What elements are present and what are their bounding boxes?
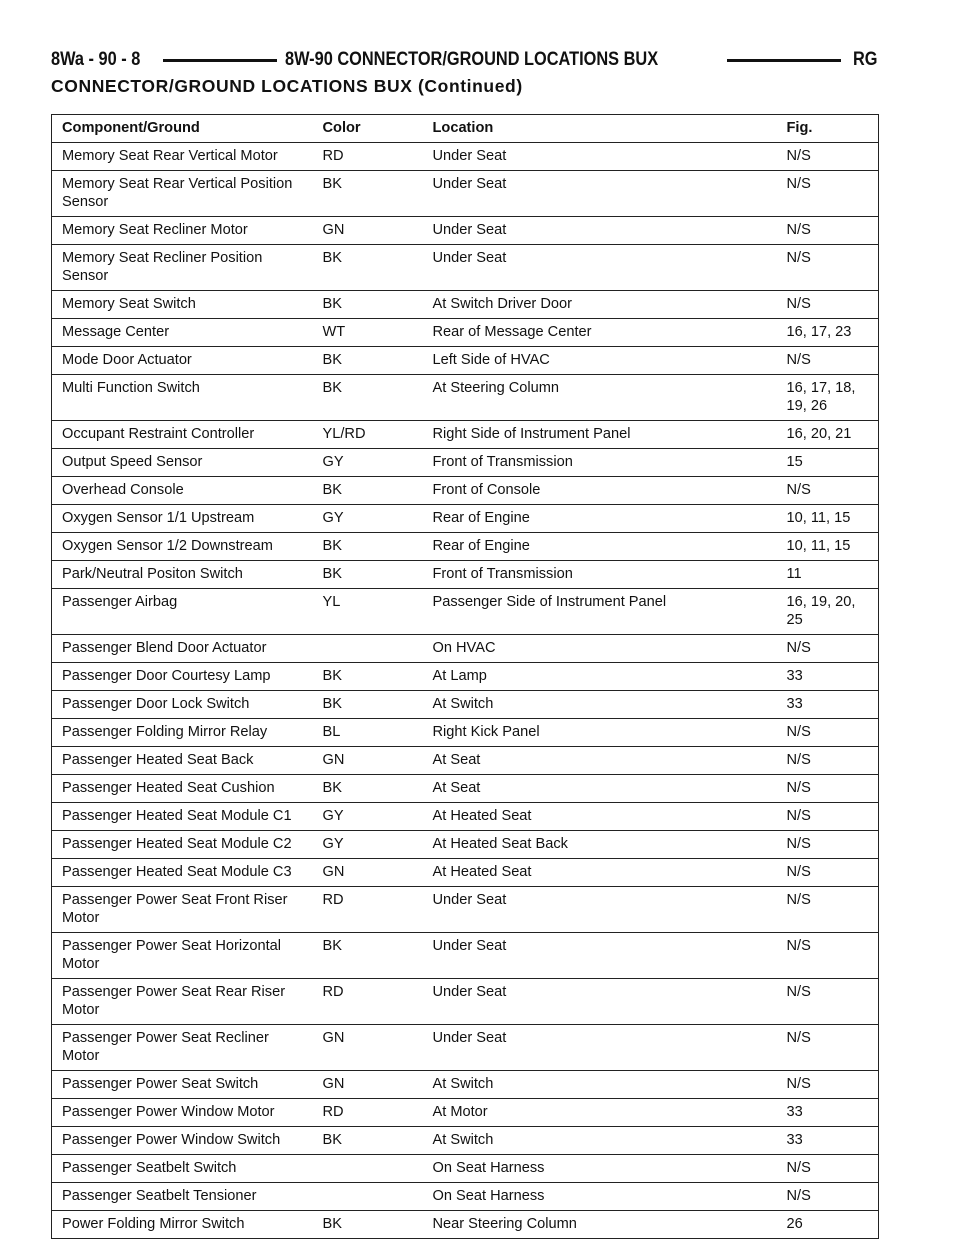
cell-location: Under Seat	[423, 143, 777, 171]
cell-component: Passenger Power Seat Horizontal Motor	[52, 933, 313, 979]
table-title: CONNECTOR/GROUND LOCATIONS BUX (Continued)	[51, 76, 523, 96]
cell-component: Memory Seat Rear Vertical Position Sensor	[52, 171, 313, 217]
cell-fig: N/S	[777, 719, 879, 747]
cell-fig: 16, 19, 20, 25	[777, 589, 879, 635]
table-row	[52, 1071, 879, 1099]
cell-component: Passenger Seatbelt Tensioner	[52, 1183, 313, 1211]
cell-color: BL	[313, 719, 423, 747]
cell-location: Under Seat	[423, 933, 777, 979]
cell-color: BK	[313, 1211, 423, 1239]
cell-color: BK	[313, 1127, 423, 1155]
table-row	[52, 1099, 879, 1127]
cell-fig: N/S	[777, 747, 879, 775]
cell-fig: 15	[777, 449, 879, 477]
cell-component: Memory Seat Recliner Motor	[52, 217, 313, 245]
page-reference: 8Wa - 90 - 8	[51, 49, 141, 70]
header-rule-left	[163, 59, 277, 62]
cell-location: At Seat	[423, 775, 777, 803]
table-row	[52, 691, 879, 719]
cell-fig: N/S	[777, 1025, 879, 1071]
cell-location: Rear of Engine	[423, 505, 777, 533]
cell-component: Overhead Console	[52, 477, 313, 505]
cell-component: Passenger Heated Seat Cushion	[52, 775, 313, 803]
table-row	[52, 803, 879, 831]
cell-location: Right Side of Instrument Panel	[423, 421, 777, 449]
cell-location: Under Seat	[423, 1025, 777, 1071]
cell-color: BK	[313, 171, 423, 217]
cell-component: Mode Door Actuator	[52, 347, 313, 375]
cell-color: BK	[313, 533, 423, 561]
cell-color	[313, 1155, 423, 1183]
table-row	[52, 421, 879, 449]
cell-location: At Heated Seat Back	[423, 831, 777, 859]
cell-component: Passenger Power Window Motor	[52, 1099, 313, 1127]
cell-fig: N/S	[777, 831, 879, 859]
table-row	[52, 171, 879, 217]
cell-fig: 33	[777, 1099, 879, 1127]
cell-component: Passenger Power Seat Switch	[52, 1071, 313, 1099]
table-row	[52, 561, 879, 589]
table-row	[52, 1127, 879, 1155]
table-row	[52, 775, 879, 803]
cell-component: Passenger Heated Seat Module C1	[52, 803, 313, 831]
table-row	[52, 933, 879, 979]
cell-component: Passenger Power Seat Recliner Motor	[52, 1025, 313, 1071]
cell-location: At Switch	[423, 691, 777, 719]
cell-component: Passenger Seatbelt Switch	[52, 1155, 313, 1183]
table-row	[52, 719, 879, 747]
cell-location: Left Side of HVAC	[423, 347, 777, 375]
cell-color: GN	[313, 747, 423, 775]
table-row	[52, 859, 879, 887]
table-row	[52, 635, 879, 663]
column-header-color: Color	[313, 115, 423, 143]
cell-component: Passenger Airbag	[52, 589, 313, 635]
cell-color: GN	[313, 859, 423, 887]
table-row	[52, 477, 879, 505]
cell-color	[313, 1183, 423, 1211]
cell-component: Multi Function Switch	[52, 375, 313, 421]
cell-location: Passenger Side of Instrument Panel	[423, 589, 777, 635]
cell-location: On Seat Harness	[423, 1183, 777, 1211]
column-header-location: Location	[423, 115, 777, 143]
table-row	[52, 449, 879, 477]
cell-location: Rear of Engine	[423, 533, 777, 561]
cell-color: RD	[313, 143, 423, 171]
cell-location: On HVAC	[423, 635, 777, 663]
cell-location: At Switch Driver Door	[423, 291, 777, 319]
table-row	[52, 291, 879, 319]
cell-location: At Motor	[423, 1099, 777, 1127]
cell-fig: N/S	[777, 477, 879, 505]
cell-component: Oxygen Sensor 1/1 Upstream	[52, 505, 313, 533]
cell-location: Rear of Message Center	[423, 319, 777, 347]
cell-color: GY	[313, 831, 423, 859]
cell-location: Under Seat	[423, 171, 777, 217]
cell-color: GY	[313, 803, 423, 831]
table-row	[52, 143, 879, 171]
cell-color: BK	[313, 561, 423, 589]
table-row	[52, 319, 879, 347]
cell-color: GN	[313, 1071, 423, 1099]
table-row	[52, 505, 879, 533]
table-row	[52, 533, 879, 561]
cell-color: BK	[313, 375, 423, 421]
table-header-row	[52, 115, 879, 143]
cell-color: BK	[313, 291, 423, 319]
cell-component: Message Center	[52, 319, 313, 347]
cell-fig: 33	[777, 663, 879, 691]
cell-color: RD	[313, 979, 423, 1025]
cell-fig: 16, 17, 23	[777, 319, 879, 347]
cell-fig: N/S	[777, 217, 879, 245]
cell-color: BK	[313, 663, 423, 691]
cell-component: Output Speed Sensor	[52, 449, 313, 477]
cell-location: Under Seat	[423, 887, 777, 933]
cell-fig: N/S	[777, 1071, 879, 1099]
cell-location: Front of Transmission	[423, 449, 777, 477]
cell-color: GY	[313, 505, 423, 533]
cell-component: Passenger Door Lock Switch	[52, 691, 313, 719]
cell-component: Memory Seat Switch	[52, 291, 313, 319]
table-row	[52, 245, 879, 291]
connector-table	[51, 114, 879, 1239]
cell-color: YL/RD	[313, 421, 423, 449]
cell-component: Passenger Blend Door Actuator	[52, 635, 313, 663]
cell-location: Right Kick Panel	[423, 719, 777, 747]
cell-location: Under Seat	[423, 979, 777, 1025]
cell-component: Passenger Heated Seat Module C2	[52, 831, 313, 859]
cell-fig: N/S	[777, 933, 879, 979]
cell-color: YL	[313, 589, 423, 635]
cell-location: Near Steering Column	[423, 1211, 777, 1239]
cell-fig: N/S	[777, 979, 879, 1025]
cell-component: Passenger Folding Mirror Relay	[52, 719, 313, 747]
table-row	[52, 747, 879, 775]
cell-color: BK	[313, 775, 423, 803]
cell-fig: N/S	[777, 245, 879, 291]
cell-fig: 11	[777, 561, 879, 589]
cell-component: Occupant Restraint Controller	[52, 421, 313, 449]
table-row	[52, 1211, 879, 1239]
cell-location: Under Seat	[423, 245, 777, 291]
table-row	[52, 887, 879, 933]
cell-fig: N/S	[777, 775, 879, 803]
cell-location: At Switch	[423, 1071, 777, 1099]
table-row	[52, 589, 879, 635]
cell-location: At Steering Column	[423, 375, 777, 421]
cell-color: BK	[313, 245, 423, 291]
cell-color: BK	[313, 347, 423, 375]
cell-fig: N/S	[777, 635, 879, 663]
table-row	[52, 347, 879, 375]
table-row	[52, 663, 879, 691]
cell-color: GY	[313, 449, 423, 477]
cell-fig: 16, 17, 18, 19, 26	[777, 375, 879, 421]
vehicle-code: RG	[852, 49, 878, 70]
cell-fig: N/S	[777, 291, 879, 319]
cell-location: Front of Console	[423, 477, 777, 505]
table-body	[52, 143, 879, 1239]
cell-fig: 33	[777, 1127, 879, 1155]
cell-component: Power Folding Mirror Switch	[52, 1211, 313, 1239]
table-row	[52, 1155, 879, 1183]
table-row	[52, 979, 879, 1025]
column-header-fig: Fig.	[777, 115, 879, 143]
cell-color: RD	[313, 1099, 423, 1127]
cell-fig: N/S	[777, 143, 879, 171]
cell-color: GN	[313, 217, 423, 245]
cell-component: Passenger Power Seat Rear Riser Motor	[52, 979, 313, 1025]
cell-color: BK	[313, 477, 423, 505]
cell-location: Under Seat	[423, 217, 777, 245]
cell-fig: N/S	[777, 347, 879, 375]
cell-fig: N/S	[777, 1183, 879, 1211]
table-row	[52, 831, 879, 859]
cell-fig: N/S	[777, 887, 879, 933]
cell-location: On Seat Harness	[423, 1155, 777, 1183]
cell-color: WT	[313, 319, 423, 347]
page-header	[51, 46, 877, 74]
cell-location: At Seat	[423, 747, 777, 775]
cell-color: RD	[313, 887, 423, 933]
cell-color	[313, 635, 423, 663]
cell-component: Memory Seat Rear Vertical Motor	[52, 143, 313, 171]
cell-component: Oxygen Sensor 1/2 Downstream	[52, 533, 313, 561]
cell-fig: 10, 11, 15	[777, 533, 879, 561]
cell-color: GN	[313, 1025, 423, 1071]
cell-color: BK	[313, 933, 423, 979]
cell-fig: N/S	[777, 1155, 879, 1183]
column-header-component: Component/Ground	[52, 115, 313, 143]
table-row	[52, 1025, 879, 1071]
cell-component: Passenger Power Window Switch	[52, 1127, 313, 1155]
cell-fig: 16, 20, 21	[777, 421, 879, 449]
cell-fig: 33	[777, 691, 879, 719]
cell-location: Front of Transmission	[423, 561, 777, 589]
header-rule-right	[727, 59, 841, 62]
cell-fig: 10, 11, 15	[777, 505, 879, 533]
cell-component: Passenger Power Seat Front Riser Motor	[52, 887, 313, 933]
cell-location: At Switch	[423, 1127, 777, 1155]
section-title: 8W-90 CONNECTOR/GROUND LOCATIONS BUX	[284, 49, 658, 70]
cell-color: BK	[313, 691, 423, 719]
cell-fig: 26	[777, 1211, 879, 1239]
cell-location: At Heated Seat	[423, 803, 777, 831]
table-row	[52, 375, 879, 421]
cell-fig: N/S	[777, 859, 879, 887]
cell-component: Park/Neutral Positon Switch	[52, 561, 313, 589]
table-row	[52, 217, 879, 245]
cell-component: Passenger Door Courtesy Lamp	[52, 663, 313, 691]
cell-fig: N/S	[777, 803, 879, 831]
table-row	[52, 1183, 879, 1211]
cell-location: At Heated Seat	[423, 859, 777, 887]
cell-component: Passenger Heated Seat Back	[52, 747, 313, 775]
cell-component: Passenger Heated Seat Module C3	[52, 859, 313, 887]
cell-component: Memory Seat Recliner Position Sensor	[52, 245, 313, 291]
cell-fig: N/S	[777, 171, 879, 217]
cell-location: At Lamp	[423, 663, 777, 691]
